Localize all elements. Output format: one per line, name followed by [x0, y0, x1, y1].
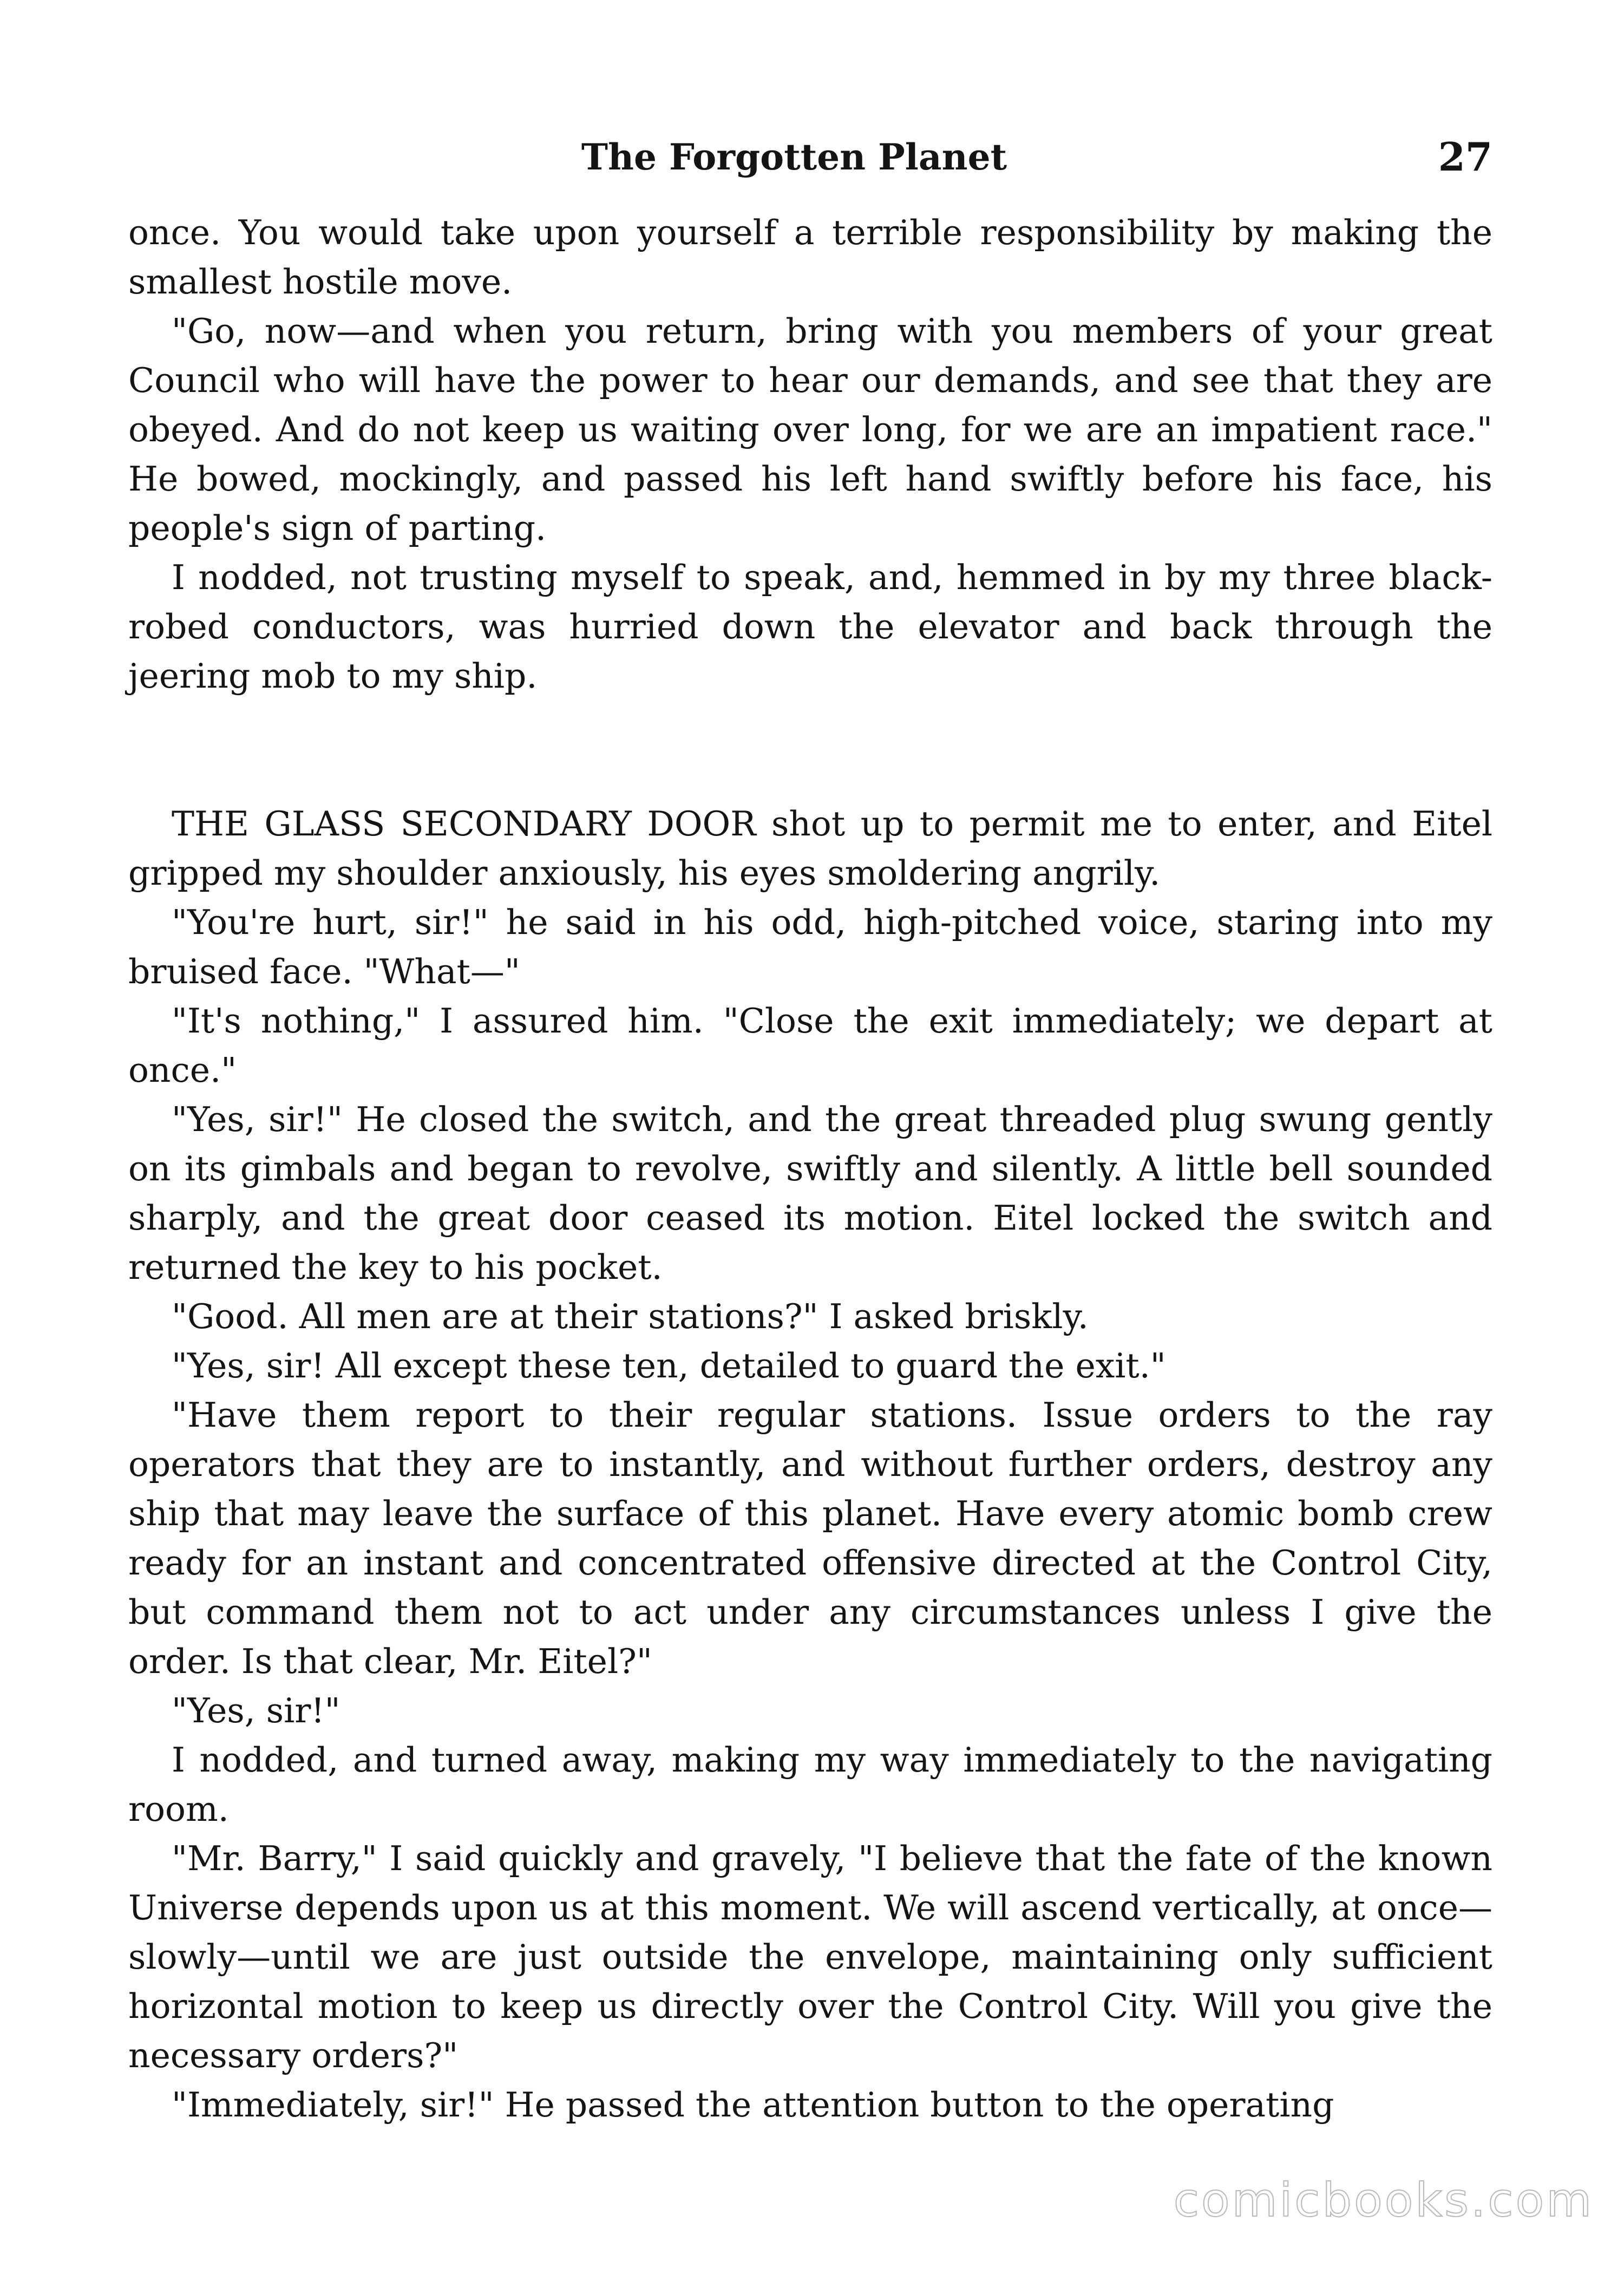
paragraph: THE GLASS SECONDARY DOOR shot up to permit me to enter, and Eitel gripped my shoulder anxiously, his eyes smoldering angrily. [128, 804, 1492, 893]
paragraph: "Yes, sir! All except these ten, detailed to guard the exit." [172, 1346, 1166, 1386]
paragraph: "Mr. Barry," I said quickly and gravely, "I believe that the fate of the known Universe depends upon us at this moment. We will ascend vertically, at once—slowly—until we are just outside the envelope, maintaining only sufficient horizontal motion to keep us directly over the Control City. Will you give the necessary orders?" [128, 1839, 1492, 2075]
paragraph: "Have them report to their regular stations. Issue orders to the ray operators that they are to instantly, and without further orders, destroy any ship that may leave the surface of this planet. Have every atomic bomb crew ready for an instant and concentrated offensive directed at the Control City, but command them not to act under any circumstances unless I give the order. Is that clear, Mr. Eitel?" [128, 1395, 1492, 1681]
book-page [128, 125, 1492, 2129]
paragraph: "Good. All men are at their stations?" I asked briskly. [172, 1297, 1089, 1336]
paragraph: "It's nothing," I assured him. "Close the exit immediately; we depart at once." [128, 1001, 1492, 1090]
page-number: 27 [1438, 134, 1492, 180]
watermark: comicbooks.com [1173, 2173, 1594, 2227]
body-text [128, 208, 1492, 2129]
paragraph: once. You would take upon yourself a terrible responsibility by making the smallest hostile move. [128, 213, 1492, 302]
section-break [128, 701, 1492, 799]
book-title: The Forgotten Planet [581, 136, 1007, 178]
paragraph: I nodded, and turned away, making my way immediately to the navigating room. [128, 1740, 1492, 1829]
paragraph: "Immediately, sir!" He passed the attention button to the operating [172, 2085, 1334, 2125]
paragraph: "Go, now—and when you return, bring with you members of your great Council who will have the power to hear our demands, and see that they are obeyed. And do not keep us waiting over long, for we are an impatient race." He bowed, mockingly, and passed his left hand swiftly before his face, his people's sign of parting. [128, 311, 1492, 548]
paragraph: "Yes, sir!" He closed the switch, and the great threaded plug swung gently on its gimbals and began to revolve, swiftly and silently. A little bell sounded sharply, and the great door ceased its motion. Eitel locked the switch and returned the key to his pocket. [128, 1100, 1492, 1287]
running-header [128, 125, 1492, 190]
paragraph: "You're hurt, sir!" he said in his odd, high-pitched voice, staring into my bruised face. "What—" [128, 903, 1492, 991]
paragraph: I nodded, not trusting myself to speak, and, hemmed in by my three black-robed conductors, was hurried down the elevator and back through the jeering mob to my ship. [128, 558, 1492, 696]
paragraph: "Yes, sir!" [172, 1691, 340, 1730]
